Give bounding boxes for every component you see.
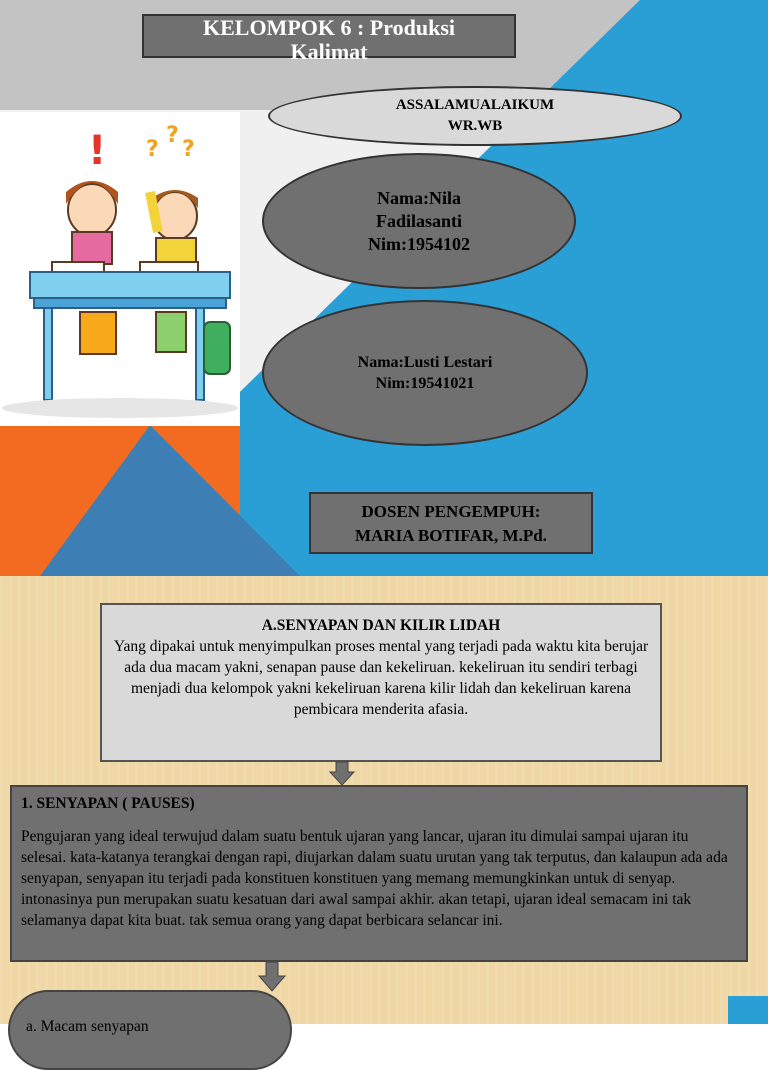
member1-ellipse bbox=[262, 153, 576, 289]
blue-accent bbox=[728, 996, 768, 1024]
member2-ellipse bbox=[262, 300, 588, 446]
member2-nim: Nim:19541021 bbox=[375, 375, 475, 392]
students-clipart bbox=[0, 112, 240, 426]
member2-name: Nama:Lusti Lestari bbox=[357, 354, 493, 371]
section-intro-box bbox=[100, 603, 662, 762]
greeting-ellipse bbox=[268, 86, 682, 146]
member1-nim: Nim:1954102 bbox=[368, 233, 470, 254]
section-title: A.SENYAPAN DAN KILIR LIDAH bbox=[261, 617, 501, 634]
lecturer-name: MARIA BOTIFAR, M.Pd. bbox=[355, 526, 547, 545]
greeting-line1: ASSALAMUALAIKUM bbox=[395, 97, 555, 113]
section-body: Yang dipakai untuk menyimpulkan proses mental yang terjadi pada waktu kita berujar ada dua macam yakni, senapan pause dan kekeliruan. kekeliruan itu sendiri terbagi menjadi dua kelompok yakni kekeliruan karena kilir lidah dan kekeliruan karena pembicara menderita afasia. bbox=[113, 638, 649, 718]
down-arrow-icon bbox=[259, 962, 285, 992]
svg-text:?: ? bbox=[146, 137, 159, 162]
slide-content bbox=[0, 576, 768, 1035]
pauses-box bbox=[10, 785, 748, 962]
pauses-title: 1. SENYAPAN ( PAUSES) bbox=[21, 795, 195, 812]
svg-text:?: ? bbox=[182, 137, 195, 162]
member1-name-cont: Fadilasanti bbox=[375, 210, 463, 231]
lecturer-label: DOSEN PENGEMPUH: bbox=[361, 502, 541, 521]
svg-text:!: ! bbox=[88, 128, 107, 174]
greeting-line2: WR.WB bbox=[447, 118, 503, 134]
title-line1: KELOMPOK 6 : Produksi bbox=[202, 15, 455, 40]
lecturer-box bbox=[309, 492, 593, 554]
macam-label: a. Macam senyapan bbox=[26, 1018, 149, 1035]
title-line2: Kalimat bbox=[290, 39, 368, 64]
title-box bbox=[142, 14, 516, 64]
svg-text:?: ? bbox=[166, 123, 179, 148]
down-arrow-icon bbox=[330, 762, 354, 786]
member1-name: Nama:Nila bbox=[377, 187, 461, 208]
students-illustration bbox=[0, 112, 240, 426]
macam-senyapan-box bbox=[8, 990, 292, 1070]
pauses-body: Pengujaran yang ideal terwujud dalam suatu bentuk ujaran yang lancar, ujaran itu dimulai sampai ujaran itu selesai. kata-katanya terangkai dengan rapi, diujarkan dalam suatu urutan yang tak terputus, dan kalaupun ada ada senyapan, senyapan itu terjadi pada konstituen konstituen yang memang memungkinkan untuk di senyap. intonasinya pun merupakan suatu kesatuan dari awal sampai akhir. akan tetapi, ujaran ideal semacam ini tak selamanya dapat kita buat. tak semua orang yang dapat berbicara selancar ini. bbox=[21, 828, 728, 929]
